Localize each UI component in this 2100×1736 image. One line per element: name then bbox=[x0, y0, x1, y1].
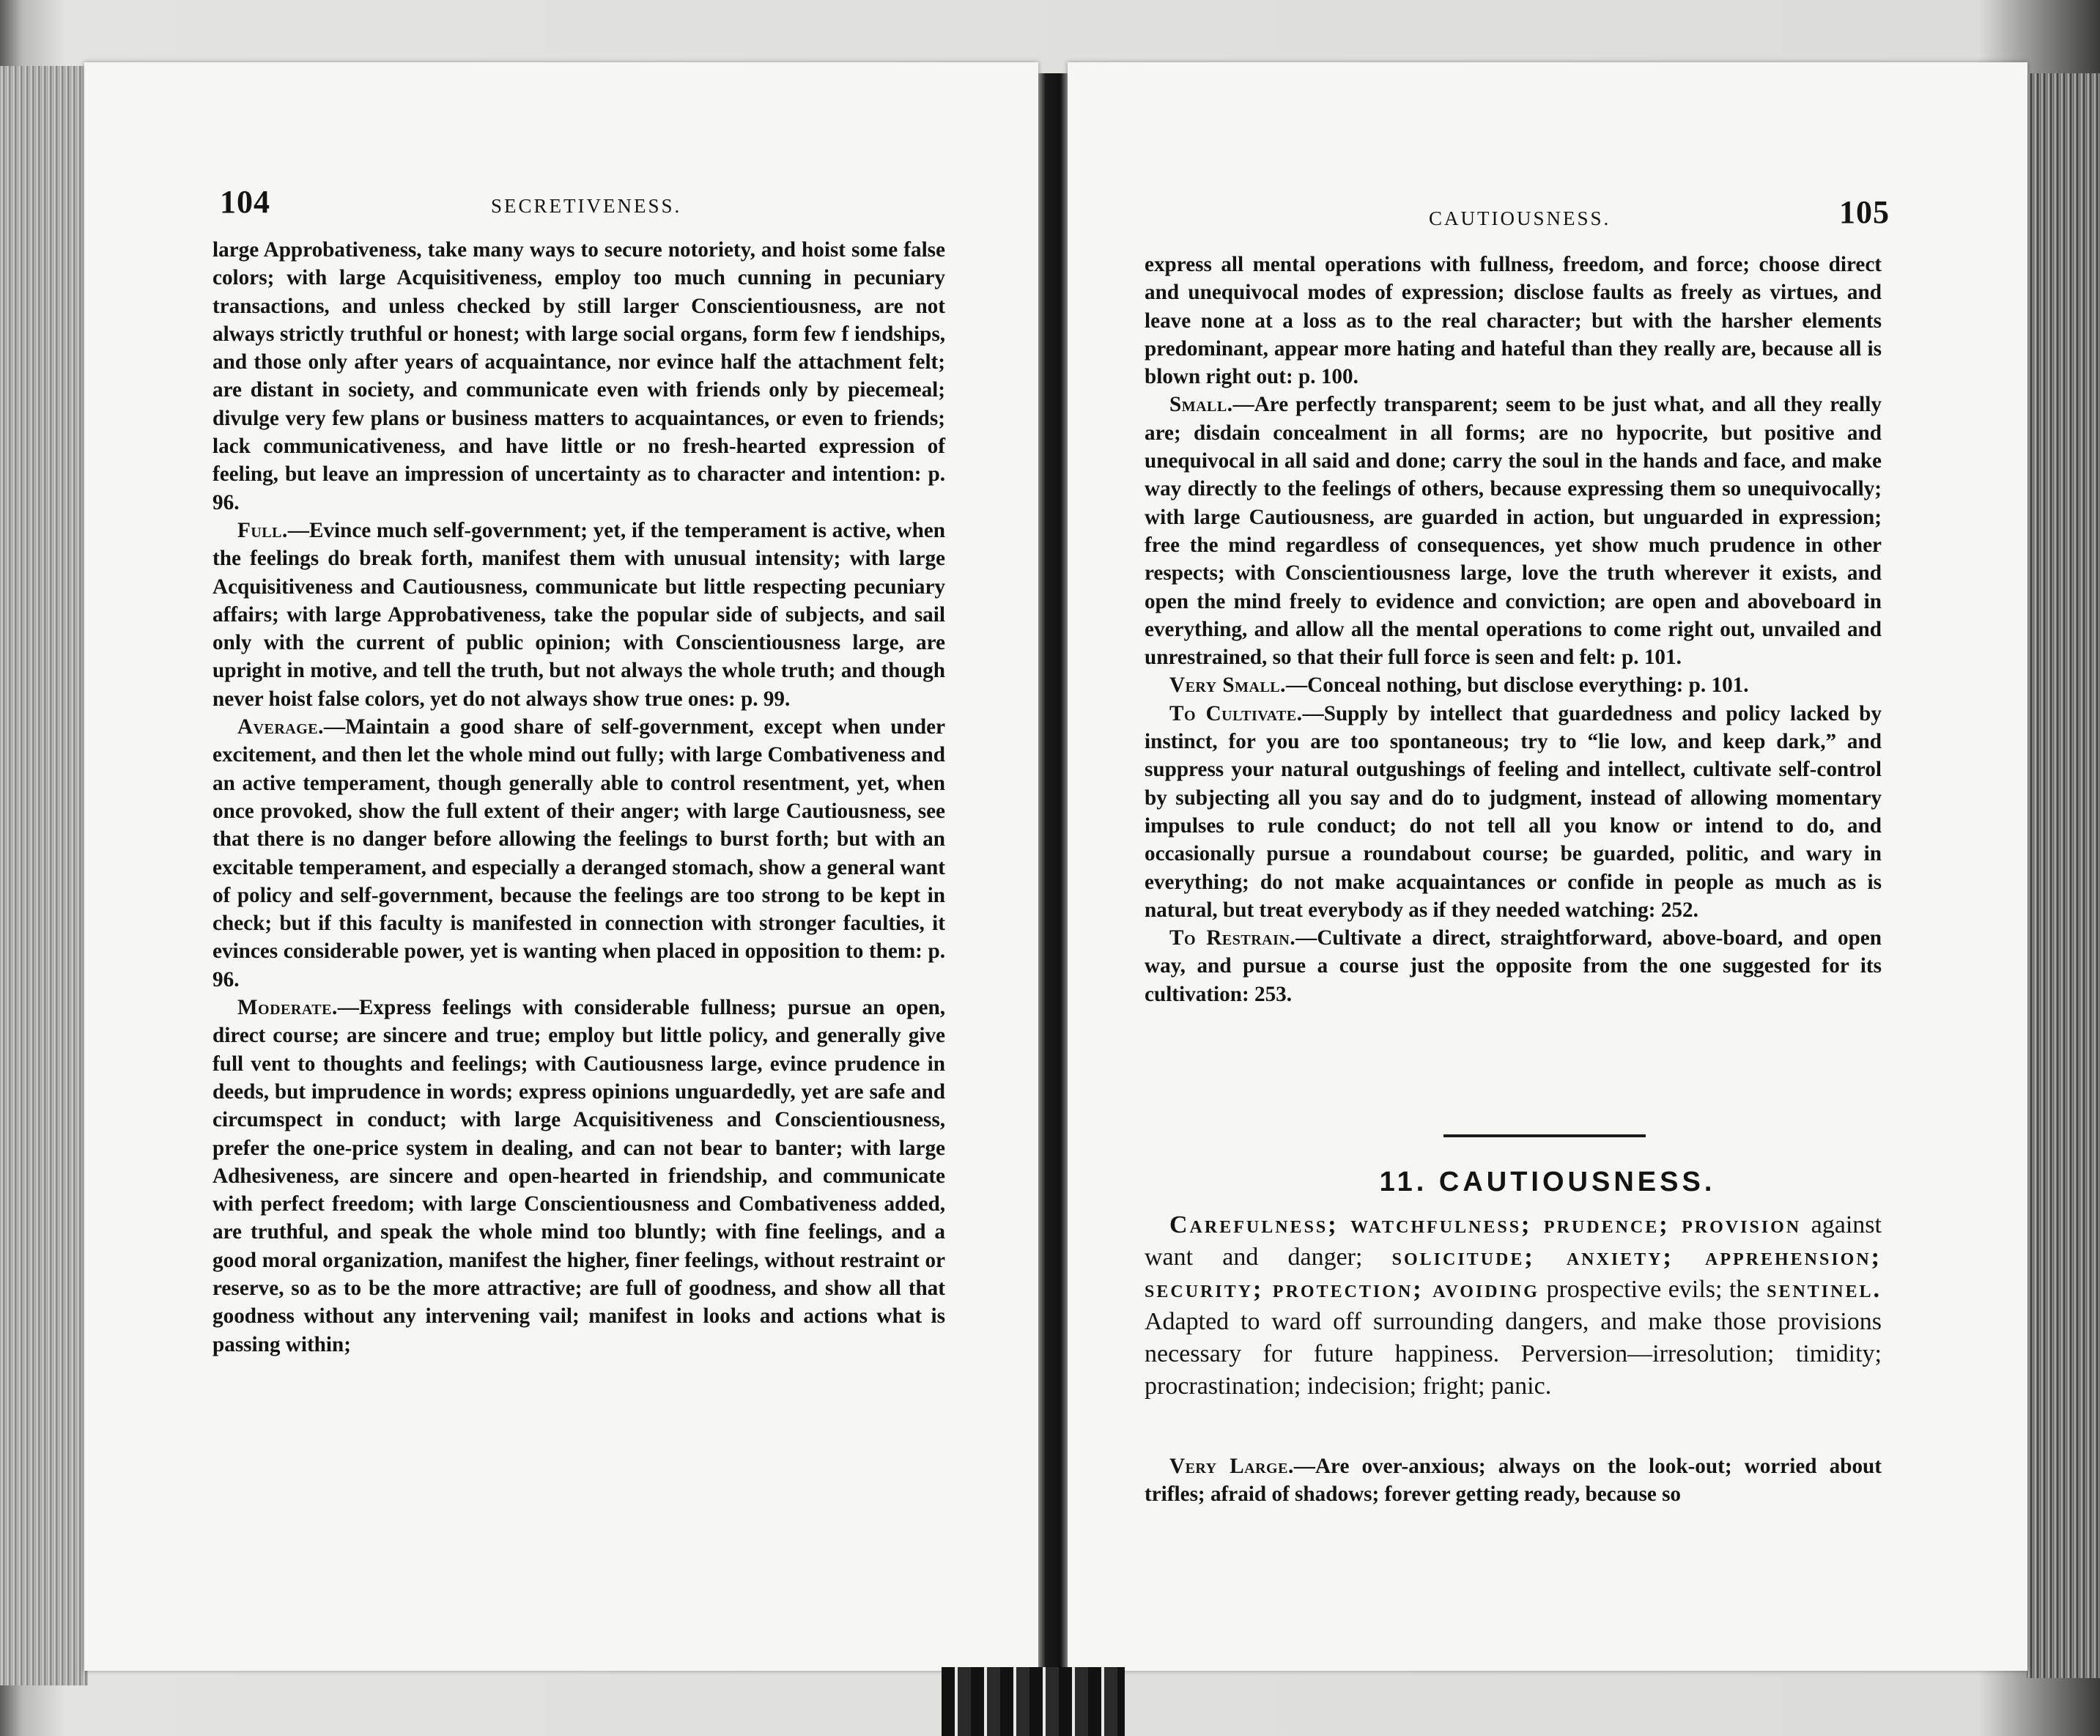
paragraph-text: express all mental operations with fullness, freedom, and force; choose direct and unequivocal modes of expression; disclose faults as freely as virtues, and leave none at a loss as to the real character; but with the harsher elements predominant, appear more hating and hateful than they really are, because all is blown right out: p. 100. bbox=[1145, 253, 1882, 389]
paragraph-lead: Moderate. bbox=[237, 996, 338, 1020]
paragraph-lead: To Cultivate. bbox=[1169, 701, 1303, 725]
paragraph-lead: Full. bbox=[237, 518, 288, 542]
paragraph-text: —Are over-anxious; always on the look-out; worried about trifles; afraid of shadows; forever getting ready, because so bbox=[1145, 1455, 1882, 1507]
right-page-body bbox=[1145, 251, 1882, 1008]
right-paragraph-continuation bbox=[1145, 251, 1882, 391]
definition-caps: solicitude; anxiety; apprehension; security; protection; avoiding bbox=[1145, 1244, 1882, 1303]
definition-text: against want and danger; bbox=[1145, 1211, 1882, 1271]
section-divider-rule bbox=[1443, 1134, 1646, 1137]
paragraph-text: —Express feelings with considerable fullness; pursue an open, direct course; are sincere and true; employ but little policy, and generally give full vent to thoughts and feelings; with Cautiousness large, evince prudence in deeds, but imprudence in words; express opinions unguardedly, yet are safe and circumspect in conduct; with large Acquisitiveness and Conscientiousness, prefer the one-price system in dealing, and can not bear to banter; with large Adhesiveness, are sincere and open-hearted in friendship, and communicate with perfect freedom; with large Conscientiousness and Combativeness added, are truthful, and speak the whole mind too bluntly; with fine feelings, and a good moral organization, manifest the higher, finer feelings, without restraint or reserve, so as to be the more attractive; are full of goodness, and show all that goodness without any intervening vail; manifest in looks and actions what is passing within; bbox=[212, 996, 945, 1356]
left-paragraph-average bbox=[212, 713, 945, 994]
right-paragraph-to-cultivate bbox=[1145, 700, 1882, 924]
left-page-body bbox=[212, 236, 945, 1359]
right-running-head: CAUTIOUSNESS. bbox=[1429, 207, 1611, 229]
left-page-number-wrap bbox=[220, 183, 270, 221]
paragraph-text: —Maintain a good share of self-government, except when under excitement, and then let the whole mind out fully; with large Combativeness and an active temperament, though generally able to control resentment, yet, when once provoked, show the full extent of their anger; with large Cautiousness, see that there is no danger before allowing the feelings to burst forth; but with an excitable temperament, and especially a deranged stomach, show a general want of policy and self-government, because the feelings are too strong to be kept in check; but if this faculty is manifested in connection with stronger faculties, it evinces considerable power, yet is wanting when placed in opposition to them: p. 96. bbox=[212, 715, 945, 991]
right-page-number-wrap bbox=[1839, 193, 1890, 231]
left-paragraph-continuation bbox=[212, 236, 945, 517]
right-paragraph-very-large bbox=[1145, 1452, 1882, 1509]
right-running-head-wrap bbox=[1429, 207, 1611, 230]
left-running-head: SECRETIVENESS. bbox=[491, 195, 682, 217]
left-paragraph-moderate bbox=[212, 994, 945, 1359]
paragraph-lead: Very Large. bbox=[1169, 1455, 1294, 1478]
very-large-paragraph bbox=[1145, 1452, 1882, 1509]
book-page-edges-right bbox=[2027, 73, 2100, 1678]
paragraph-text: large Approbativeness, take many ways to secure notoriety, and hoist some false colors; with large Acquisitiveness, employ too much cunning in pecuniary transactions, and unless checked by still larger Conscientiousness, are not always strictly truthful or honest; with large social organs, form few f iendships, and those only after years of acquaintance, nor evince half the attachment felt; are distant in society, and communicate even with friends only by piecemeal; divulge very few plans or business matters to acquaintances, or even to friends; lack communicativeness, and have little or no fresh-hearted expression of feeling, but leave an impression of uncertainty as to character and intention: p. 96. bbox=[212, 238, 945, 514]
right-page-number: 105 bbox=[1839, 194, 1890, 230]
right-paragraph-to-restrain bbox=[1145, 924, 1882, 1008]
left-page-number: 104 bbox=[220, 184, 270, 220]
paragraph-text: —Are perfectly transparent; seem to be just what, and all they really are; disdain concealment in all forms; are no hypocrite, but positive and unequivocal in all said and done; carry the soul in the hands and face, and make way directly to the feelings of others, because expressing them so unequivocally; with large Cautiousness, are guarded in action, but unguarded in expression; free the mind regardless of consequences, yet show much prudence in other respects; with Conscientiousness large, love the truth wherever it exists, and open the mind freely to evidence and conviction; are open and aboveboard in everything, and allow all the mental operations to come right out, unvailed and unrestrained, so that their full force is seen and felt: p. 101. bbox=[1145, 393, 1882, 670]
section-title: 11. CAUTIOUSNESS. bbox=[1379, 1167, 1716, 1197]
paragraph-lead: Average. bbox=[237, 715, 324, 739]
definition-text: prospective evils; the bbox=[1539, 1276, 1767, 1303]
definition-caps: Carefulness; watchfulness; prudence; provision bbox=[1169, 1211, 1802, 1238]
book-page-edges-left bbox=[0, 66, 88, 1685]
definition-text: Adapted to ward off surrounding dangers, and make those provisions necessary for future happiness. Perversion—irresolution; timidity; procrastination; indecision; fright; panic. bbox=[1145, 1308, 1882, 1400]
paragraph-text: —Conceal nothing, but disclose everything: p. 101. bbox=[1285, 673, 1749, 698]
left-running-head-wrap bbox=[491, 195, 681, 218]
paragraph-text: —Cultivate a direct, straightforward, above-board, and open way, and pursue a course just the opposite from the one suggested for its cultivation: 253. bbox=[1145, 926, 1882, 1006]
paragraph-lead: Small. bbox=[1169, 393, 1233, 417]
definition-caps: sentinel. bbox=[1767, 1276, 1882, 1303]
paragraph-lead: To Restrain. bbox=[1169, 926, 1296, 950]
section-definition bbox=[1145, 1209, 1882, 1403]
book-gutter bbox=[1038, 73, 1068, 1685]
right-paragraph-very-small bbox=[1145, 671, 1882, 699]
gutter-binding bbox=[942, 1667, 1125, 1736]
definition-paragraph bbox=[1145, 1209, 1882, 1403]
left-paragraph-full bbox=[212, 517, 945, 713]
paragraph-text: —Supply by intellect that guardedness and policy lacked by instinct, for you are too spontaneous; try to “lie low, and keep dark,” and suppress your natural outgushings of feeling and intellect, cultivate self-control by subjecting all you say and do to judgment, instead of allowing momentary impulses to rule conduct; do not tell all you know or intend to do, and occasionally pursue a roundabout course; be guarded, politic, and wary in everything; do not make acquaintances or confide in people as much as is natural, but treat everybody as if they needed watching: 252. bbox=[1145, 701, 1882, 922]
right-paragraph-small bbox=[1145, 391, 1882, 671]
paragraph-lead: Very Small. bbox=[1169, 673, 1286, 698]
paragraph-text: —Evince much self-government; yet, if the temperament is active, when the feelings do break forth, manifest them with unusual intensity; with large Acquisitiveness and Cautiousness, communicate but little respecting pecuniary affairs; with large Approbativeness, take the popular side of subjects, and sail only with the current of public opinion; with Conscientiousness large, are upright in motive, and tell the truth, but not always the whole truth; and though never hoist false colors, yet do not always show true ones: p. 99. bbox=[212, 518, 945, 711]
